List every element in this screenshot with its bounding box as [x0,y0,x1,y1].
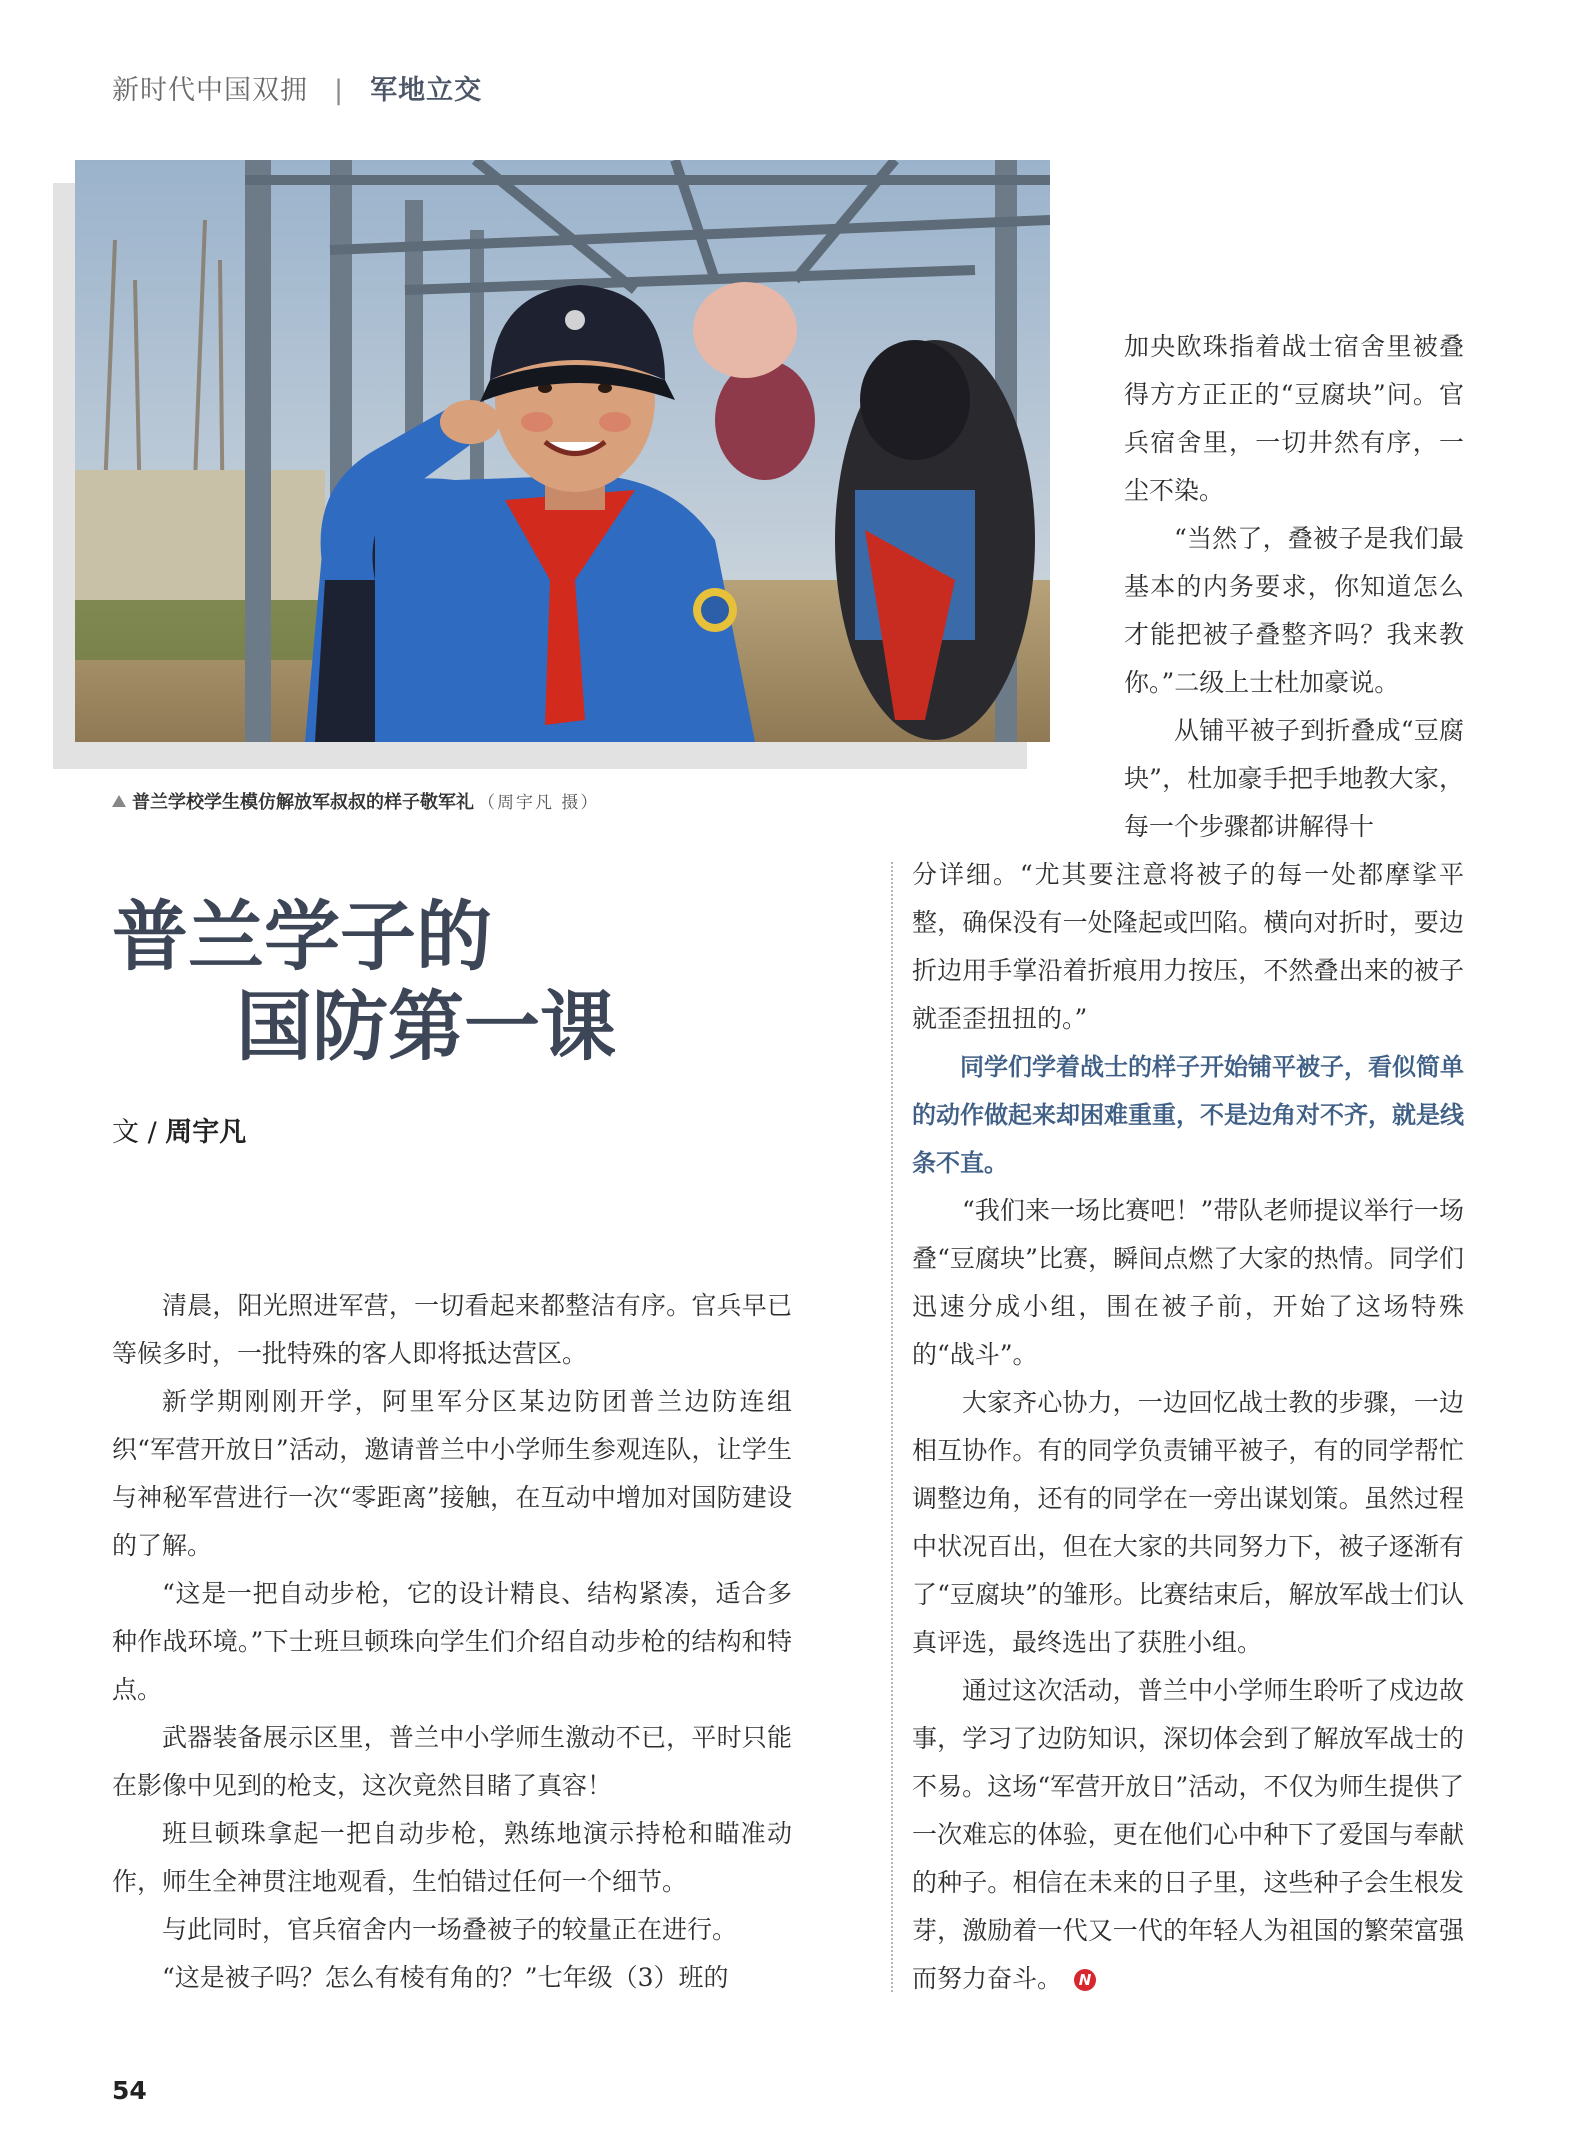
running-header [112,68,482,107]
paragraph: 加央欧珠指着战士宿舍里被叠得方方正正的“豆腐块”问。官兵宿舍里，一切井然有序，一尘不染。 [1124,332,1464,505]
paragraph: “当然了，叠被子是我们最基本的内务要求，你知道怎么才能把被子叠整齐吗？我来教你。”二级上士杜加豪说。 [1124,524,1464,697]
caption-text: 普兰学校学生模仿解放军叔叔的样子敬军礼 [132,792,474,813]
byline [112,1110,246,1149]
caption-triangle-icon [112,795,126,807]
section-name: 军地立交 [370,75,483,106]
paragraph: 与此同时，官兵宿舍内一场叠被子的较量正在进行。 [162,1915,738,1944]
page-number: 54 [112,2076,147,2105]
byline-prefix: 文 / [112,1117,166,1148]
photo-credit: （周宇凡 摄） [478,793,600,813]
final-paragraph [912,1667,1464,2003]
highlight-paragraph: 同学们学着战士的样子开始铺平被子，看似简单的动作做起来却困难重重，不是边角对不齐，就是线条不直。 [912,1053,1464,1177]
paragraph: “这是一把自动步枪，它的设计精良、结构紧凑，适合多种作战环境。”下士班旦顿珠向学生们介绍自动步枪的结构和特点。 [112,1579,792,1704]
paragraph: “我们来一场比赛吧！”带队老师提议举行一场叠“豆腐块”比赛，瞬间点燃了大家的热情。同学们迅速分成小组，围在被子前，开始了这场特殊的“战斗”。 [912,1196,1464,1369]
paragraph: 武器装备展示区里，普兰中小学师生激动不已，平时只能在影像中见到的枪支，这次竟然目睹了真容！ [112,1723,792,1800]
paragraph: “这是被子吗？怎么有棱有角的？”七年级（3）班的 [162,1963,729,1992]
series-name: 新时代中国双拥 [112,75,308,106]
end-mark-icon: N [1074,1969,1096,1991]
paragraph: 从铺平被子到折叠成“豆腐块”，杜加豪手把手地教大家，每一个步骤都讲解得十 [1124,716,1464,841]
saluting-student-illustration [75,160,1050,742]
author-name: 周宇凡 [165,1117,247,1148]
left-column [112,1282,792,2002]
photo-caption [112,788,599,814]
right-column [912,851,1464,2003]
article-title [112,892,672,1072]
paragraph: 大家齐心协力，一边回忆战士教的步骤，一边相互协作。有的同学负责铺平被子，有的同学帮忙调整边角，还有的同学在一旁出谋划策。虽然过程中状况百出，但在大家的共同努力下，被子逐渐有了“豆腐块”的雏形。比赛结束后，解放军战士们认真评选，最终选出了获胜小组。 [912,1388,1464,1657]
final-paragraph-text: 通过这次活动，普兰中小学师生聆听了戍边故事，学习了边防知识，深切体会到了解放军战士的不易。这场“军营开放日”活动，不仅为师生提供了一次难忘的体验，更在他们心中种下了爱国与奉献的种子。相信在未来的日子里，这些种子会生根发芽，激励着一代又一代的年轻人为祖国的繁荣富强而努力奋斗。 [912,1676,1464,1993]
paragraph: 清晨，阳光照进军营，一切看起来都整洁有序。官兵早已等候多时，一批特殊的客人即将抵达营区。 [112,1291,792,1368]
paragraph: 新学期刚刚开学，阿里军分区某边防团普兰边防连组织“军营开放日”活动，邀请普兰中小学师生参观连队，让学生与神秘军营进行一次“零距离”接触，在互动中增加对国防建设的了解。 [112,1387,792,1560]
paragraph: 班旦顿珠拿起一把自动步枪，熟练地演示持枪和瞄准动作，师生全神贯注地观看，生怕错过任何一个细节。 [112,1819,792,1896]
article-photo [75,160,1050,742]
right-column-top [1124,323,1464,851]
header-separator: | [334,75,345,106]
title-line-2: 国防第一课 [236,982,616,1071]
column-divider [891,862,893,1992]
title-line-1: 普兰学子的 [112,892,492,981]
paragraph-continuation: 分详细。“尤其要注意将被子的每一处都摩挲平整，确保没有一处隆起或凹陷。横向对折时，要边折边用手掌沿着折痕用力按压，不然叠出来的被子就歪歪扭扭的。” [912,860,1464,1033]
